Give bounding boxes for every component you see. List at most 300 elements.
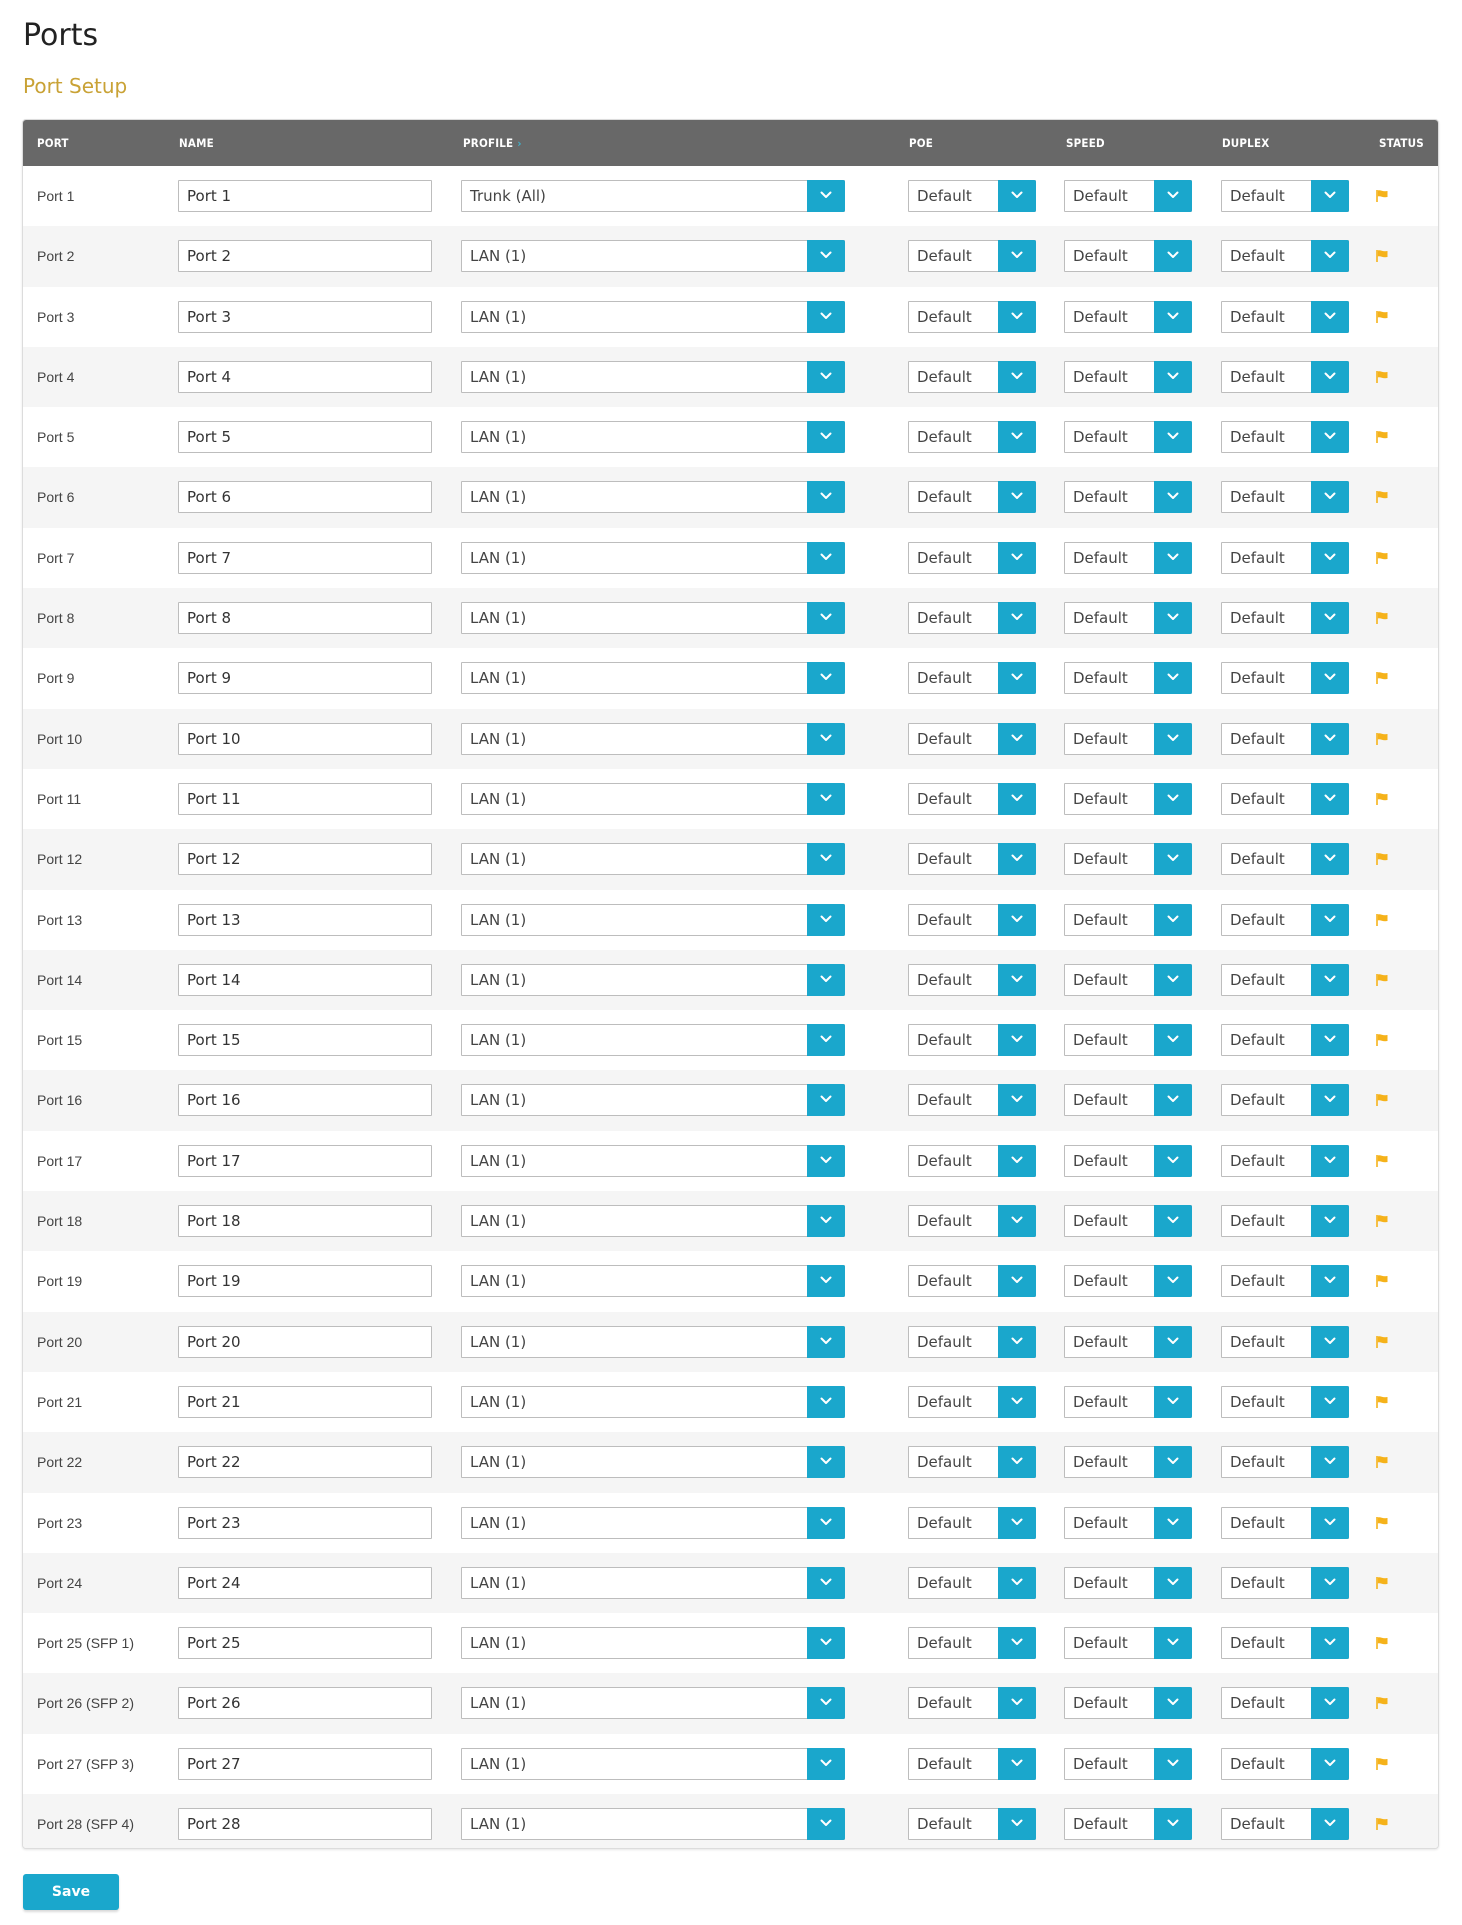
profile-select[interactable] xyxy=(461,1084,845,1116)
profile-select[interactable] xyxy=(461,1748,845,1780)
speed-select[interactable] xyxy=(1064,1265,1192,1297)
poe-select[interactable] xyxy=(908,1687,1036,1719)
dropdown-button[interactable] xyxy=(1311,783,1349,815)
port-name-input[interactable] xyxy=(178,421,432,453)
duplex-select[interactable] xyxy=(1221,180,1349,212)
speed-select[interactable] xyxy=(1064,1687,1192,1719)
duplex-select[interactable] xyxy=(1221,1567,1349,1599)
duplex-select[interactable] xyxy=(1221,904,1349,936)
dropdown-button[interactable] xyxy=(1154,1446,1192,1478)
speed-select[interactable] xyxy=(1064,542,1192,574)
duplex-select[interactable] xyxy=(1221,843,1349,875)
port-name-input[interactable] xyxy=(178,1627,432,1659)
dropdown-button[interactable] xyxy=(1311,1024,1349,1056)
poe-select[interactable] xyxy=(908,1205,1036,1237)
poe-select[interactable] xyxy=(908,240,1036,272)
port-name-input[interactable] xyxy=(178,542,432,574)
poe-select-value: Default xyxy=(917,910,972,929)
speed-select-value: Default xyxy=(1073,1272,1128,1291)
duplex-select-value: Default xyxy=(1230,1091,1285,1110)
duplex-select[interactable] xyxy=(1221,1507,1349,1539)
poe-select[interactable] xyxy=(908,1627,1036,1659)
poe-select[interactable] xyxy=(908,723,1036,755)
dropdown-button[interactable] xyxy=(1154,240,1192,272)
port-label: Port 3 xyxy=(37,308,75,325)
dropdown-button[interactable] xyxy=(998,180,1036,212)
poe-select[interactable] xyxy=(908,1446,1036,1478)
dropdown-button[interactable] xyxy=(807,904,845,936)
dropdown-button[interactable] xyxy=(807,542,845,574)
poe-select-value: Default xyxy=(917,1091,972,1110)
speed-select[interactable] xyxy=(1064,1145,1192,1177)
dropdown-button[interactable] xyxy=(998,1024,1036,1056)
profile-select[interactable] xyxy=(461,662,845,694)
poe-select[interactable] xyxy=(908,843,1036,875)
speed-select[interactable] xyxy=(1064,602,1192,634)
speed-select[interactable] xyxy=(1064,180,1192,212)
duplex-select[interactable] xyxy=(1221,662,1349,694)
poe-select[interactable] xyxy=(908,180,1036,212)
dropdown-button[interactable] xyxy=(1311,301,1349,333)
profile-select[interactable] xyxy=(461,964,845,996)
duplex-select[interactable] xyxy=(1221,301,1349,333)
port-name-input[interactable] xyxy=(178,602,432,634)
dropdown-button[interactable] xyxy=(1154,1567,1192,1599)
dropdown-button[interactable] xyxy=(807,843,845,875)
poe-select[interactable] xyxy=(908,301,1036,333)
dropdown-button[interactable] xyxy=(807,421,845,453)
speed-select[interactable] xyxy=(1064,1386,1192,1418)
duplex-select[interactable] xyxy=(1221,240,1349,272)
profile-select[interactable] xyxy=(461,1326,845,1358)
table-row xyxy=(23,1794,1438,1849)
profile-select-value: LAN (1) xyxy=(470,729,527,748)
poe-select[interactable] xyxy=(908,1808,1036,1840)
port-label: Port 19 xyxy=(37,1273,83,1290)
speed-select[interactable] xyxy=(1064,361,1192,393)
dropdown-button[interactable] xyxy=(807,1808,845,1840)
port-name-input[interactable] xyxy=(178,723,432,755)
port-name-input[interactable] xyxy=(178,662,432,694)
port-name-input[interactable] xyxy=(178,1507,432,1539)
speed-select[interactable] xyxy=(1064,421,1192,453)
dropdown-button[interactable] xyxy=(998,602,1036,634)
port-name-input[interactable] xyxy=(178,1205,432,1237)
dropdown-button[interactable] xyxy=(998,1265,1036,1297)
dropdown-button[interactable] xyxy=(1311,662,1349,694)
port-name-input[interactable] xyxy=(178,1084,432,1116)
port-name-input[interactable] xyxy=(178,240,432,272)
profile-select[interactable] xyxy=(461,301,845,333)
poe-select[interactable] xyxy=(908,1145,1036,1177)
poe-select[interactable] xyxy=(908,421,1036,453)
column-header-poe: POE xyxy=(909,136,934,150)
dropdown-button[interactable] xyxy=(1311,1507,1349,1539)
duplex-select[interactable] xyxy=(1221,481,1349,513)
poe-select[interactable] xyxy=(908,1748,1036,1780)
dropdown-button[interactable] xyxy=(1154,301,1192,333)
table-row xyxy=(23,1734,1438,1794)
dropdown-button[interactable] xyxy=(998,783,1036,815)
dropdown-button[interactable] xyxy=(998,1446,1036,1478)
dropdown-button[interactable] xyxy=(1154,1627,1192,1659)
duplex-select[interactable] xyxy=(1221,1687,1349,1719)
duplex-select[interactable] xyxy=(1221,542,1349,574)
dropdown-button[interactable] xyxy=(1311,904,1349,936)
profile-select[interactable] xyxy=(461,904,845,936)
speed-select[interactable] xyxy=(1064,1024,1192,1056)
speed-select[interactable] xyxy=(1064,723,1192,755)
duplex-select[interactable] xyxy=(1221,964,1349,996)
poe-select-value: Default xyxy=(917,1573,972,1592)
dropdown-button[interactable] xyxy=(998,1326,1036,1358)
dropdown-button[interactable] xyxy=(1311,843,1349,875)
profile-select[interactable] xyxy=(461,1567,845,1599)
port-name-input[interactable] xyxy=(178,1386,432,1418)
dropdown-button[interactable] xyxy=(807,1386,845,1418)
profile-select[interactable] xyxy=(461,240,845,272)
dropdown-button[interactable] xyxy=(1154,421,1192,453)
profile-select[interactable] xyxy=(461,1386,845,1418)
dropdown-button[interactable] xyxy=(1311,1687,1349,1719)
duplex-select[interactable] xyxy=(1221,602,1349,634)
dropdown-button[interactable] xyxy=(1311,723,1349,755)
dropdown-button[interactable] xyxy=(807,240,845,272)
duplex-select[interactable] xyxy=(1221,1748,1349,1780)
dropdown-button[interactable] xyxy=(1154,542,1192,574)
profile-select[interactable] xyxy=(461,361,845,393)
duplex-select-value: Default xyxy=(1230,1031,1285,1050)
speed-select[interactable] xyxy=(1064,904,1192,936)
duplex-select-value: Default xyxy=(1230,1754,1285,1773)
dropdown-button[interactable] xyxy=(807,723,845,755)
duplex-select[interactable] xyxy=(1221,1145,1349,1177)
port-name-input[interactable] xyxy=(178,1265,432,1297)
dropdown-button[interactable] xyxy=(1311,240,1349,272)
dropdown-button[interactable] xyxy=(1154,723,1192,755)
dropdown-button[interactable] xyxy=(1311,1627,1349,1659)
dropdown-button[interactable] xyxy=(1311,361,1349,393)
dropdown-button[interactable] xyxy=(998,361,1036,393)
dropdown-button[interactable] xyxy=(807,1627,845,1659)
flag-icon xyxy=(1375,973,1389,987)
port-label: Port 12 xyxy=(37,851,83,868)
dropdown-button[interactable] xyxy=(1154,1748,1192,1780)
column-header-status: STATUS xyxy=(1379,136,1424,150)
dropdown-button[interactable] xyxy=(1154,904,1192,936)
dropdown-button[interactable] xyxy=(998,1145,1036,1177)
dropdown-button[interactable] xyxy=(998,1084,1036,1116)
duplex-select-value: Default xyxy=(1230,187,1285,205)
duplex-select[interactable] xyxy=(1221,1326,1349,1358)
dropdown-button[interactable] xyxy=(807,180,845,212)
column-header-duplex: DUPLEX xyxy=(1222,136,1270,150)
port-name-input[interactable] xyxy=(178,1446,432,1478)
dropdown-button[interactable] xyxy=(998,1567,1036,1599)
port-name-input[interactable] xyxy=(178,904,432,936)
flag-icon xyxy=(1375,189,1389,203)
port-name-input[interactable] xyxy=(178,964,432,996)
dropdown-button[interactable] xyxy=(998,843,1036,875)
poe-select[interactable] xyxy=(908,662,1036,694)
dropdown-button[interactable] xyxy=(1154,1265,1192,1297)
dropdown-button[interactable] xyxy=(1154,1507,1192,1539)
speed-select[interactable] xyxy=(1064,1627,1192,1659)
dropdown-button[interactable] xyxy=(807,1748,845,1780)
dropdown-button[interactable] xyxy=(1154,180,1192,212)
profile-select-value: LAN (1) xyxy=(470,669,527,688)
profile-select[interactable] xyxy=(461,1627,845,1659)
speed-select[interactable] xyxy=(1064,783,1192,815)
poe-select[interactable] xyxy=(908,1507,1036,1539)
duplex-select-value: Default xyxy=(1230,428,1285,447)
speed-select-value: Default xyxy=(1073,1091,1128,1110)
poe-select[interactable] xyxy=(908,964,1036,996)
dropdown-button[interactable] xyxy=(1154,783,1192,815)
profile-select-value: LAN (1) xyxy=(470,1634,527,1653)
flag-icon xyxy=(1375,913,1389,927)
dropdown-button[interactable] xyxy=(807,1567,845,1599)
port-name-input[interactable] xyxy=(178,1145,432,1177)
speed-select[interactable] xyxy=(1064,964,1192,996)
duplex-select[interactable] xyxy=(1221,361,1349,393)
duplex-select[interactable] xyxy=(1221,1265,1349,1297)
speed-select-value: Default xyxy=(1073,850,1128,869)
dropdown-button[interactable] xyxy=(807,662,845,694)
column-header-profile[interactable] xyxy=(463,120,522,166)
port-name-input[interactable] xyxy=(178,1326,432,1358)
dropdown-button[interactable] xyxy=(807,1326,845,1358)
dropdown-button[interactable] xyxy=(998,1808,1036,1840)
port-name-input[interactable] xyxy=(178,843,432,875)
profile-select[interactable] xyxy=(461,481,845,513)
profile-select[interactable] xyxy=(461,602,845,634)
poe-select[interactable] xyxy=(908,904,1036,936)
profile-select-value: LAN (1) xyxy=(470,1151,527,1170)
port-name-input[interactable] xyxy=(178,1748,432,1780)
poe-select[interactable] xyxy=(908,1024,1036,1056)
dropdown-button[interactable] xyxy=(807,481,845,513)
dropdown-button[interactable] xyxy=(1311,1265,1349,1297)
dropdown-button[interactable] xyxy=(807,1687,845,1719)
profile-select[interactable] xyxy=(461,1265,845,1297)
flag-icon xyxy=(1375,249,1389,263)
dropdown-button[interactable] xyxy=(807,1205,845,1237)
dropdown-button[interactable] xyxy=(807,1084,845,1116)
profile-select[interactable] xyxy=(461,1145,845,1177)
duplex-select[interactable] xyxy=(1221,1446,1349,1478)
dropdown-button[interactable] xyxy=(998,1507,1036,1539)
poe-select[interactable] xyxy=(908,1265,1036,1297)
poe-select[interactable] xyxy=(908,1386,1036,1418)
speed-select[interactable] xyxy=(1064,1567,1192,1599)
port-name-input[interactable] xyxy=(178,1024,432,1056)
speed-select[interactable] xyxy=(1064,662,1192,694)
duplex-select-value: Default xyxy=(1230,307,1285,326)
flag-icon xyxy=(1375,430,1389,444)
dropdown-button[interactable] xyxy=(1154,1205,1192,1237)
dropdown-button[interactable] xyxy=(807,1446,845,1478)
dropdown-button[interactable] xyxy=(1311,481,1349,513)
speed-select[interactable] xyxy=(1064,1205,1192,1237)
profile-select[interactable] xyxy=(461,1205,845,1237)
poe-select[interactable] xyxy=(908,602,1036,634)
poe-select[interactable] xyxy=(908,1326,1036,1358)
speed-select-value: Default xyxy=(1073,1031,1128,1050)
dropdown-button[interactable] xyxy=(807,1507,845,1539)
duplex-select-value: Default xyxy=(1230,548,1285,567)
dropdown-button[interactable] xyxy=(807,1145,845,1177)
port-name-input[interactable] xyxy=(178,180,432,212)
poe-select-value: Default xyxy=(917,1151,972,1170)
dropdown-button[interactable] xyxy=(1311,1084,1349,1116)
profile-select[interactable] xyxy=(461,843,845,875)
speed-select[interactable] xyxy=(1064,1084,1192,1116)
dropdown-button[interactable] xyxy=(998,904,1036,936)
profile-select[interactable] xyxy=(461,1507,845,1539)
dropdown-button[interactable] xyxy=(807,1265,845,1297)
profile-select[interactable] xyxy=(461,1024,845,1056)
profile-select-value: LAN (1) xyxy=(470,1031,527,1050)
speed-select[interactable] xyxy=(1064,1446,1192,1478)
dropdown-button[interactable] xyxy=(998,542,1036,574)
speed-select[interactable] xyxy=(1064,843,1192,875)
dropdown-button[interactable] xyxy=(1311,1386,1349,1418)
dropdown-button[interactable] xyxy=(998,1687,1036,1719)
dropdown-button[interactable] xyxy=(1311,1205,1349,1237)
duplex-select[interactable] xyxy=(1221,1808,1349,1840)
dropdown-button[interactable] xyxy=(1154,662,1192,694)
dropdown-button[interactable] xyxy=(1311,1808,1349,1840)
profile-select[interactable] xyxy=(461,1687,845,1719)
duplex-select-value: Default xyxy=(1230,1212,1285,1231)
poe-select[interactable] xyxy=(908,361,1036,393)
poe-select[interactable] xyxy=(908,481,1036,513)
port-name-input[interactable] xyxy=(178,783,432,815)
dropdown-button[interactable] xyxy=(998,964,1036,996)
dropdown-button[interactable] xyxy=(1311,1326,1349,1358)
poe-select[interactable] xyxy=(908,783,1036,815)
speed-select[interactable] xyxy=(1064,1326,1192,1358)
table-row xyxy=(23,1312,1438,1372)
profile-select[interactable] xyxy=(461,542,845,574)
poe-select[interactable] xyxy=(908,1084,1036,1116)
speed-select[interactable] xyxy=(1064,1507,1192,1539)
speed-select[interactable] xyxy=(1064,301,1192,333)
dropdown-button[interactable] xyxy=(1311,1446,1349,1478)
dropdown-button[interactable] xyxy=(1154,602,1192,634)
poe-select-value: Default xyxy=(917,970,972,989)
dropdown-button[interactable] xyxy=(998,662,1036,694)
speed-select[interactable] xyxy=(1064,1748,1192,1780)
flag-icon xyxy=(1375,792,1389,806)
poe-select-value: Default xyxy=(917,1272,972,1291)
dropdown-button[interactable] xyxy=(807,964,845,996)
dropdown-button[interactable] xyxy=(1311,1748,1349,1780)
dropdown-button[interactable] xyxy=(1154,843,1192,875)
dropdown-button[interactable] xyxy=(998,301,1036,333)
dropdown-button[interactable] xyxy=(998,481,1036,513)
poe-select-value: Default xyxy=(917,850,972,869)
dropdown-button[interactable] xyxy=(1311,964,1349,996)
dropdown-button[interactable] xyxy=(807,301,845,333)
dropdown-button[interactable] xyxy=(1154,1326,1192,1358)
profile-select[interactable] xyxy=(461,783,845,815)
dropdown-button[interactable] xyxy=(807,602,845,634)
port-name-input[interactable] xyxy=(178,361,432,393)
profile-select[interactable] xyxy=(461,180,845,212)
port-name-input[interactable] xyxy=(178,301,432,333)
duplex-select[interactable] xyxy=(1221,723,1349,755)
duplex-select[interactable] xyxy=(1221,1024,1349,1056)
port-name-input[interactable] xyxy=(178,1687,432,1719)
port-name-input[interactable] xyxy=(178,1567,432,1599)
flag-icon xyxy=(1375,1395,1389,1409)
speed-select[interactable] xyxy=(1064,240,1192,272)
dropdown-button[interactable] xyxy=(1154,1024,1192,1056)
poe-select[interactable] xyxy=(908,1567,1036,1599)
dropdown-button[interactable] xyxy=(1311,421,1349,453)
port-name-input[interactable] xyxy=(178,1808,432,1840)
duplex-select[interactable] xyxy=(1221,1084,1349,1116)
duplex-select[interactable] xyxy=(1221,1386,1349,1418)
dropdown-button[interactable] xyxy=(998,1205,1036,1237)
dropdown-button[interactable] xyxy=(1154,1386,1192,1418)
dropdown-button[interactable] xyxy=(1154,1808,1192,1840)
dropdown-button[interactable] xyxy=(998,1386,1036,1418)
duplex-select[interactable] xyxy=(1221,1205,1349,1237)
port-name-input[interactable] xyxy=(178,481,432,513)
dropdown-button[interactable] xyxy=(807,361,845,393)
dropdown-button[interactable] xyxy=(1154,1687,1192,1719)
dropdown-button[interactable] xyxy=(807,783,845,815)
dropdown-button[interactable] xyxy=(1154,1084,1192,1116)
dropdown-button[interactable] xyxy=(1311,542,1349,574)
profile-select[interactable] xyxy=(461,1808,845,1840)
profile-select[interactable] xyxy=(461,421,845,453)
dropdown-button[interactable] xyxy=(998,421,1036,453)
dropdown-button[interactable] xyxy=(1154,361,1192,393)
dropdown-button[interactable] xyxy=(1311,602,1349,634)
duplex-select[interactable] xyxy=(1221,783,1349,815)
profile-select[interactable] xyxy=(461,1446,845,1478)
speed-select[interactable] xyxy=(1064,1808,1192,1840)
duplex-select[interactable] xyxy=(1221,421,1349,453)
speed-select-value: Default xyxy=(1073,669,1128,688)
duplex-select[interactable] xyxy=(1221,1627,1349,1659)
poe-select[interactable] xyxy=(908,542,1036,574)
dropdown-button[interactable] xyxy=(998,1627,1036,1659)
dropdown-button[interactable] xyxy=(1154,481,1192,513)
save-button[interactable]: Save xyxy=(23,1874,119,1910)
poe-select-value: Default xyxy=(917,1694,972,1713)
speed-select-value: Default xyxy=(1073,1634,1128,1653)
speed-select-value: Default xyxy=(1073,1694,1128,1713)
dropdown-button[interactable] xyxy=(1311,1145,1349,1177)
dropdown-button[interactable] xyxy=(1311,180,1349,212)
profile-select[interactable] xyxy=(461,723,845,755)
port-label: Port 5 xyxy=(37,429,75,446)
dropdown-button[interactable] xyxy=(807,1024,845,1056)
dropdown-button[interactable] xyxy=(998,1748,1036,1780)
duplex-select-value: Default xyxy=(1230,609,1285,628)
dropdown-button[interactable] xyxy=(998,723,1036,755)
dropdown-button[interactable] xyxy=(1154,1145,1192,1177)
dropdown-button[interactable] xyxy=(1311,1567,1349,1599)
dropdown-button[interactable] xyxy=(998,240,1036,272)
dropdown-button[interactable] xyxy=(1154,964,1192,996)
speed-select[interactable] xyxy=(1064,481,1192,513)
